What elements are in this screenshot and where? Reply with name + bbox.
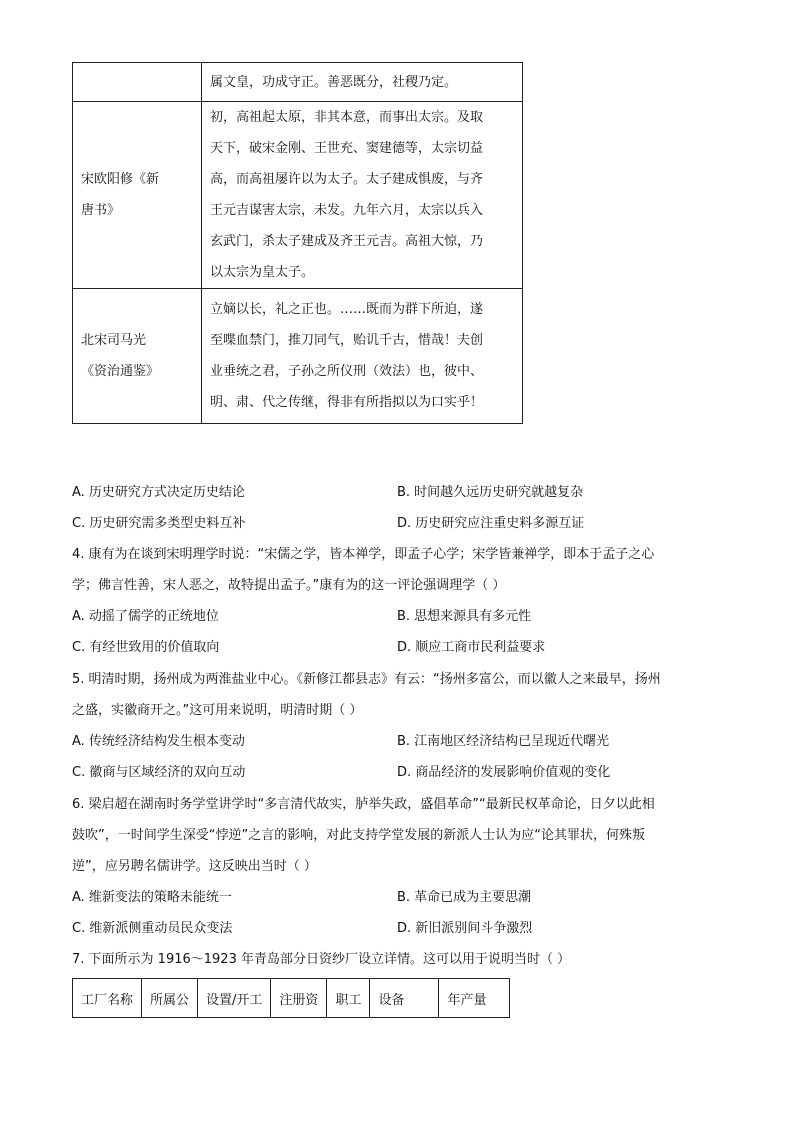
- header-cell: 设备: [370, 979, 439, 1018]
- option-b: B. 思想来源具有多元性: [397, 609, 532, 624]
- table-row: [73, 63, 523, 102]
- question-5-line: 之盛，实徽商开之。”这可用来说明，明清时期（ ）: [72, 703, 363, 718]
- source-line: 北宋司马光: [81, 333, 147, 348]
- source-line: 宋欧阳修《新: [81, 172, 160, 187]
- header-cell: 职工: [327, 979, 370, 1018]
- option-d: D. 历史研究应注重史料多源互证: [397, 516, 585, 531]
- question-4-line: 4. 康有为在谈到宋明理学时说：“宋儒之学，皆本禅学，即孟子心学；宋学皆兼禅学，即本于孟子之心: [72, 547, 655, 562]
- question-4-line: 学；佛言性善，宋人恶之，故特提出孟子。”康有为的这一评论强调理学（ ）: [72, 578, 506, 593]
- text-line: 初，高祖起太原，非其本意，而事出太宗。及取: [210, 110, 484, 125]
- option-c: C. 有经世致用的价值取向: [72, 640, 220, 655]
- question-5-line: 5. 明清时期，扬州成为两淮盐业中心。《新修江都县志》有云：“扬州多富公，而以徽人之来最早，扬州: [72, 672, 661, 687]
- source-cell: [73, 289, 202, 424]
- text-line: 王元吉谋害太宗，未发。九年六月，太宗以兵入: [210, 203, 484, 218]
- option-b: B. 时间越久远历史研究就越复杂: [397, 485, 584, 500]
- header-cell: 年产量: [439, 979, 510, 1018]
- option-a: A. 传统经济结构发生根本变动: [72, 734, 245, 749]
- option-d: D. 商品经济的发展影响价值观的变化: [397, 765, 611, 780]
- option-c: C. 徽商与区域经济的双向互动: [72, 765, 246, 780]
- option-a: A. 维新变法的策略未能统一: [72, 890, 232, 905]
- text-line: 明、肃、代之传继，得非有所指拟以为口实乎！: [210, 395, 484, 410]
- text-cell: [202, 63, 523, 102]
- option-b: B. 革命已成为主要思潮: [397, 890, 532, 905]
- header-cell: 工厂名称: [73, 979, 142, 1018]
- text-line: 属文皇，功成守正。善恶既分，社稷乃定。: [210, 74, 458, 90]
- factory-table: [72, 978, 510, 1018]
- text-line: 天下，破宋金刚、王世充、窦建德等，太宗切益: [210, 141, 484, 156]
- text-line: 业垂统之君，子孙之所仪刑（效法）也，彼中、: [210, 364, 484, 379]
- text-line: 高，而高祖屡许以为太子。太子建成惧废，与齐: [210, 172, 484, 187]
- text-line: 立嫡以长，礼之正也。……既而为群下所迫，遂: [210, 302, 484, 317]
- text-line: 至喋血禁门，推刀同气，贻讥千古，惜哉！夫创: [210, 333, 484, 348]
- header-cell: 设置/开工: [198, 979, 271, 1018]
- question-6-line: 逆”，应另聘名儒讲学。这反映出当时（ ）: [72, 859, 317, 874]
- source-line: 《资治通鉴》: [81, 364, 160, 379]
- option-d: D. 新旧派别间斗争激烈: [397, 921, 533, 936]
- option-a: A. 历史研究方式决定历史结论: [72, 485, 245, 500]
- text-line: 玄武门，杀太子建成及齐王元吉。高祖大惊，乃: [210, 234, 484, 249]
- option-d: D. 顺应工商市民利益要求: [397, 640, 546, 655]
- source-cell: [73, 102, 202, 289]
- table-row: [73, 102, 523, 289]
- option-c: C. 维新派侧重动员民众变法: [72, 921, 233, 936]
- table-header-row: [73, 979, 510, 1018]
- header-cell: 所属公: [142, 979, 198, 1018]
- option-c: C. 历史研究需多类型史料互补: [72, 516, 246, 531]
- header-cell: 注册资: [271, 979, 327, 1018]
- text-cell: [202, 289, 523, 424]
- question-7-line: 7. 下面所示为 1916～1923 年青岛部分日资纱厂设立详情。这可以用于说明当时（ ）: [72, 952, 571, 967]
- text-cell: [202, 102, 523, 289]
- source-line: 唐书》: [81, 203, 121, 218]
- question-6-line: 鼓吹”，一时间学生深受“悖逆”之言的影响，对此支持学堂发展的新派人士认为应“论其罪状，何殊叛: [72, 828, 645, 843]
- option-b: B. 江南地区经济结构已呈现近代曙光: [397, 734, 610, 749]
- text-line: 以太宗为皇太子。: [210, 265, 315, 280]
- option-a: A. 动摇了儒学的正统地位: [72, 609, 219, 624]
- source-comparison-table: [72, 62, 523, 424]
- table-row: [73, 289, 523, 424]
- source-cell: [73, 63, 202, 102]
- question-6-line: 6. 梁启超在湖南时务学堂讲学时“多言清代故实，胪举失政，盛倡革命”“最新民权革命论，日夕以此相: [72, 797, 655, 812]
